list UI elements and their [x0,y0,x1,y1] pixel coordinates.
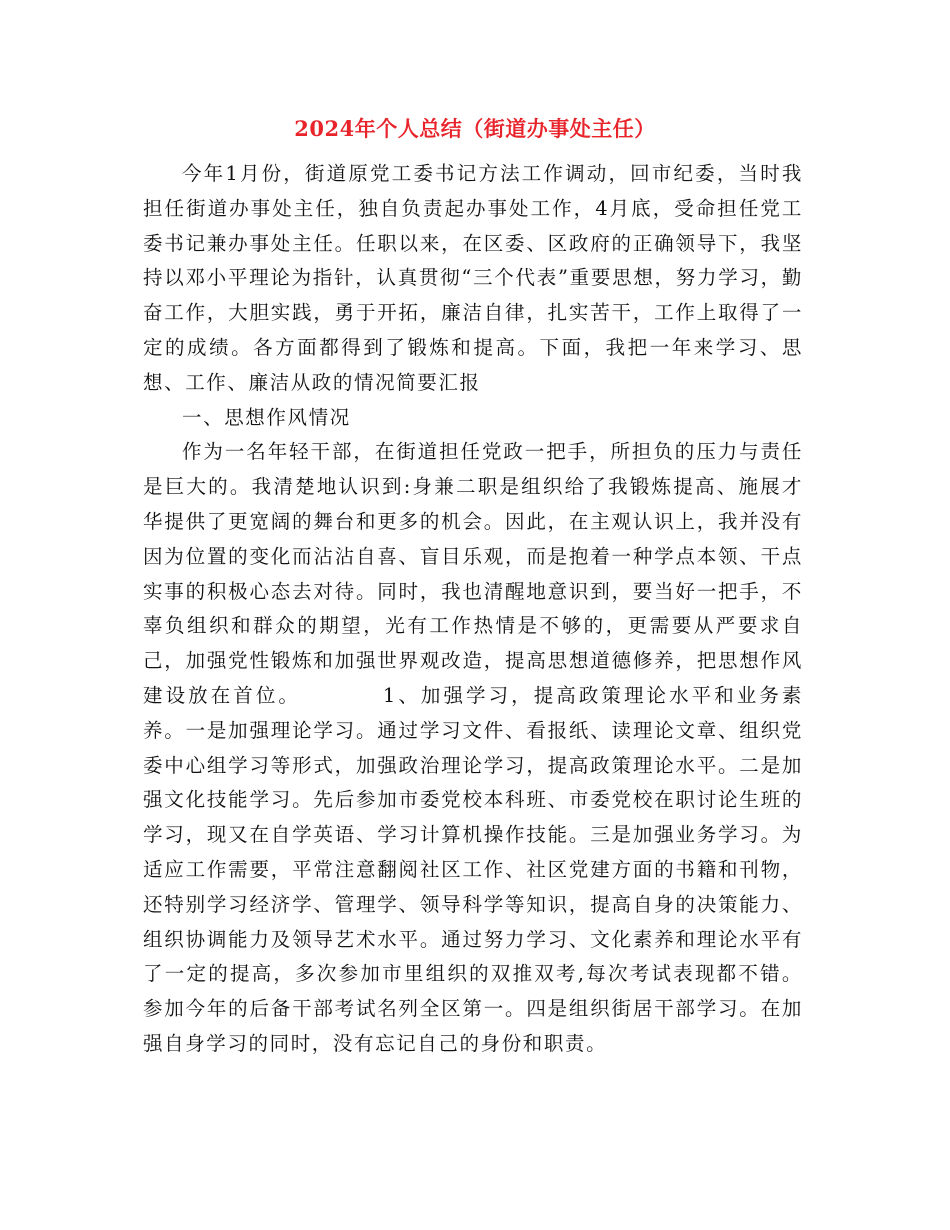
paragraph-thought-style [143,435,803,1061]
document-title: 2024年个人总结（街道办事处主任） [294,116,656,141]
paragraph-thought-style-text: 作为一名年轻干部，在街道担任党政一把手，所担负的压力与责任是巨大的。我清楚地认识到:身兼二职是组织给了我锻炼提高、施展才华提供了更宽阔的舞台和更多的机会。因此，在主观认识上，我并没有因为位置的变化而沾沾自喜、盲目乐观，而是抱着一种学点本领、干点实事的积极心态去对待。同时，我也清醒地意识到，要当好一把手，不辜负组织和群众的期望，光有工作热情是不够的，更需要从严要求自己，加强党性锻炼和加强世界观改造，提高思想道德修养，把思想作风建设放在首位。 [143,440,803,707]
section-heading-thought-style: 一、思想作风情况 [182,405,351,429]
document-body [143,157,803,1062]
paragraph-study-text: 1、加强学习，提高政策理论水平和业务素养。一是加强理论学习。通过学习文件、看报纸、读理论文章、组织党委中心组学习等形式，加强政治理论学习，提高政策理论水平。二是加强文化技能学习。先后参加市委党校本科班、市委党校在职讨论生班的学习，现又在自学英语、学习计算机操作技能。三是加强业务学习。为适应工作需要，平常注意翻阅社区工作、社区党建方面的书籍和刊物，还特别学习经济学、管理学、领导科学等知识，提高自身的决策能力、组织协调能力及领导艺术水平。通过努力学习、文化素养和理论水平有了一定的提高，多次参加市里组织的双推双考,每次考试表现都不错。参加今年的后备干部考试名列全区第一。四是组织街居干部学习。在加强自身学习的同时，没有忘记自己的身份和职责。 [143,683,803,1055]
paragraph-intro: 今年1月份，街道原党工委书记方法工作调动，回市纪委，当时我担任街道办事处主任，独自负责起办事处工作，4月底，受命担任党工委书记兼办事处主任。任职以来，在区委、区政府的正确领导下，我坚持以邓小平理论为指针，认真贯彻“三个代表”重要思想，努力学习，勤奋工作，大胆实践，勇于开拓，廉洁自律，扎实苦干，工作上取得了一定的成绩。各方面都得到了锻炼和提高。下面，我把一年来学习、思想、工作、廉洁从政的情况简要汇报 [143,162,803,394]
